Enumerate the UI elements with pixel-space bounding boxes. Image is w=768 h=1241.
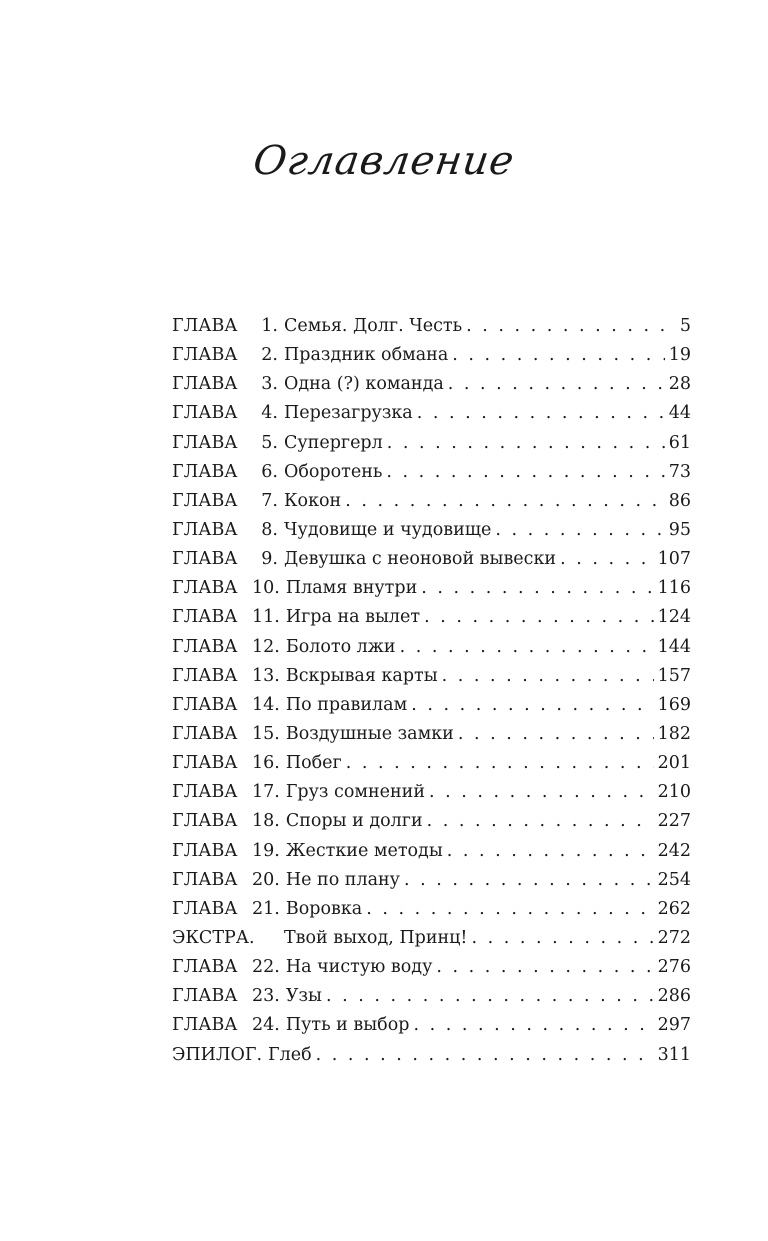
toc-entry-title: Не по плану xyxy=(285,869,400,890)
toc-entry-number: 6. xyxy=(261,461,278,482)
toc-entry-heading xyxy=(172,749,342,778)
toc-entry-heading xyxy=(172,837,443,866)
toc-entry xyxy=(172,633,691,662)
toc-entry-label: ГЛАВА xyxy=(172,549,238,570)
toc-entry-title: Побег xyxy=(285,753,342,774)
toc-entry-number: 24. xyxy=(252,1015,280,1036)
dot-leader xyxy=(346,749,654,778)
toc-entry-heading xyxy=(172,982,322,1011)
toc-entry-page: 201 xyxy=(657,753,691,774)
toc-entry-number: 18. xyxy=(252,811,280,832)
toc-entry xyxy=(172,399,691,428)
toc-entry-title: Воровка xyxy=(285,898,363,919)
toc-entry-label: ГЛАВА xyxy=(172,782,238,803)
dot-leader xyxy=(495,516,664,545)
toc-entry-label: ГЛАВА xyxy=(172,665,238,686)
toc-entry-heading xyxy=(172,370,444,399)
toc-entry xyxy=(172,487,691,516)
toc-entry-page: 169 xyxy=(657,694,691,715)
toc-entry-heading xyxy=(172,487,341,516)
toc-entry-heading xyxy=(172,778,425,807)
dot-leader xyxy=(387,429,665,458)
dot-leader xyxy=(427,807,654,836)
toc-entry-page: 182 xyxy=(657,723,691,744)
toc-entry-page: 95 xyxy=(668,519,691,540)
toc-entry-label: ГЛАВА xyxy=(172,811,238,832)
toc-entry-heading xyxy=(172,545,556,574)
toc-entry-title: Оборотень xyxy=(284,461,383,482)
dot-leader xyxy=(413,1011,653,1040)
toc-entry xyxy=(172,778,691,807)
toc-entry-heading xyxy=(172,633,396,662)
toc-entry-page: 272 xyxy=(657,927,691,948)
dot-leader xyxy=(326,982,654,1011)
toc-entry-title: Узы xyxy=(285,986,322,1007)
dot-leader xyxy=(400,633,654,662)
toc-entry-number: 12. xyxy=(252,636,280,657)
toc-entry-title: Пламя внутри xyxy=(285,578,418,599)
toc-entry-heading xyxy=(172,516,491,545)
dot-leader xyxy=(447,837,654,866)
toc-entry-page: 144 xyxy=(657,636,691,657)
toc-entry-number: 11. xyxy=(252,607,280,628)
toc-entry-title: Споры и долги xyxy=(285,811,423,832)
toc-entry-number: 15. xyxy=(252,723,280,744)
dot-leader xyxy=(471,924,653,953)
toc-entry-heading xyxy=(172,1011,409,1040)
toc-entry-page: 157 xyxy=(657,665,691,686)
toc-entry-label: ГЛАВА xyxy=(172,898,238,919)
toc-entry-title: Груз сомнений xyxy=(285,782,425,803)
toc-entry-number: 3. xyxy=(261,374,278,395)
toc-entry-number: 14. xyxy=(252,694,280,715)
dot-leader xyxy=(448,370,665,399)
toc-entry xyxy=(172,312,691,341)
toc-entry-title: Воздушные замки xyxy=(285,723,454,744)
toc-entry-label: ГЛАВА xyxy=(172,578,238,599)
toc-entry-title: Путь и выбор xyxy=(285,1015,410,1036)
toc-entry xyxy=(172,837,691,866)
dot-leader xyxy=(404,866,654,895)
toc-entry-number: 19. xyxy=(252,840,280,861)
toc-entry-title: Болото лжи xyxy=(285,636,396,657)
toc-entry-heading xyxy=(172,924,467,953)
toc-entry-label: ГЛАВА xyxy=(172,374,238,395)
dot-leader xyxy=(345,487,665,516)
toc-entry-number: 9. xyxy=(261,549,278,570)
toc-entry-number: 20. xyxy=(252,869,280,890)
toc-entry-number: 17. xyxy=(252,782,280,803)
toc-entry xyxy=(172,749,691,778)
toc-entry-title: На чистую воду xyxy=(285,957,433,978)
toc-entry xyxy=(172,720,691,749)
toc-entry xyxy=(172,866,691,895)
dot-leader xyxy=(417,399,665,428)
toc-entry-heading xyxy=(172,720,454,749)
toc-entry-label: ГЛАВА xyxy=(172,869,238,890)
toc-entry-page: 107 xyxy=(657,549,691,570)
toc-entry-number: 22. xyxy=(252,957,280,978)
toc-entry xyxy=(172,807,691,836)
toc-entry-label: ГЛАВА xyxy=(172,957,238,978)
toc-entry-title: Перезагрузка xyxy=(284,403,413,424)
toc-entry-heading xyxy=(172,399,413,428)
toc-entry-page: 28 xyxy=(668,374,691,395)
table-of-contents xyxy=(172,312,691,1070)
toc-entry-label: ГЛАВА xyxy=(172,403,238,424)
toc-entry-page: 61 xyxy=(668,432,691,453)
toc-entry xyxy=(172,574,691,603)
toc-entry xyxy=(172,603,691,632)
toc-entry-title: Семья. Долг. Честь xyxy=(284,316,463,336)
toc-entry-heading xyxy=(172,691,407,720)
toc-entry-label: ГЛАВА xyxy=(172,636,238,657)
toc-entry xyxy=(172,429,691,458)
toc-entry xyxy=(172,1011,691,1040)
toc-entry-number: 10. xyxy=(252,578,280,599)
toc-entry-page: 124 xyxy=(657,607,691,628)
dot-leader xyxy=(452,341,664,370)
toc-entry-label: ГЛАВА xyxy=(172,316,238,336)
toc-entry-page: 116 xyxy=(657,578,691,599)
toc-entry-page: 210 xyxy=(657,782,691,803)
toc-entry-number: 21. xyxy=(252,898,280,919)
toc-entry-page: 286 xyxy=(657,986,691,1007)
toc-entry-heading xyxy=(172,458,382,487)
toc-entry-number: 7. xyxy=(261,490,278,511)
toc-entry-label: ГЛАВА xyxy=(172,490,238,511)
toc-entry-label: ГЛАВА xyxy=(172,519,238,540)
dot-leader xyxy=(560,545,654,574)
toc-entry-number: 16. xyxy=(252,753,280,774)
toc-entry-label: ЭКСТРА. xyxy=(172,927,255,948)
toc-entry-heading xyxy=(172,895,362,924)
toc-entry-page: 276 xyxy=(657,957,691,978)
toc-entry-heading xyxy=(172,312,462,341)
toc-entry xyxy=(172,924,691,953)
toc-entry-heading xyxy=(172,1041,312,1070)
toc-entry xyxy=(172,370,691,399)
toc-entry-label: ГЛАВА xyxy=(172,345,238,366)
toc-entry xyxy=(172,545,691,574)
toc-entry-title: Вскрывая карты xyxy=(285,665,438,686)
toc-entry-number: 8. xyxy=(261,519,278,540)
toc-entry xyxy=(172,982,691,1011)
toc-entry-title: Кокон xyxy=(284,490,342,511)
toc-entry-label: ГЛАВА xyxy=(172,432,238,453)
toc-entry-label: ГЛАВА xyxy=(172,753,238,774)
toc-entry-page: 311 xyxy=(657,1044,691,1065)
toc-entry-heading xyxy=(172,603,420,632)
toc-entry-label: ГЛАВА xyxy=(172,840,238,861)
toc-entry-label: ГЛАВА xyxy=(172,723,238,744)
toc-entry-title: Девушка с неоновой вывески xyxy=(284,549,557,570)
toc-entry-page: 242 xyxy=(657,840,691,861)
toc-entry-title: По правилам xyxy=(285,694,408,715)
toc-entry-label: ГЛАВА xyxy=(172,1015,238,1036)
dot-leader xyxy=(316,1041,654,1070)
dot-leader xyxy=(411,691,653,720)
toc-entry-page: 86 xyxy=(668,490,691,511)
page-title: Оглавление xyxy=(250,138,518,184)
toc-entry-number: 5. xyxy=(261,432,278,453)
toc-entry xyxy=(172,691,691,720)
dot-leader xyxy=(429,778,654,807)
toc-entry-heading xyxy=(172,574,417,603)
toc-entry-page: 254 xyxy=(657,869,691,890)
toc-entry-number: 23. xyxy=(252,986,280,1007)
toc-entry-page: 262 xyxy=(657,898,691,919)
toc-entry xyxy=(172,458,691,487)
toc-entry-title: Игра на вылет xyxy=(285,607,421,628)
toc-entry-label: ГЛАВА xyxy=(172,694,238,715)
toc-entry-heading xyxy=(172,662,438,691)
toc-entry-page: 227 xyxy=(657,811,691,832)
dot-leader xyxy=(424,603,654,632)
toc-entry xyxy=(172,895,691,924)
toc-entry xyxy=(172,662,691,691)
dot-leader xyxy=(366,895,653,924)
toc-entry-page: 5 xyxy=(679,316,691,336)
toc-entry-number: 4. xyxy=(261,403,278,424)
toc-entry-heading xyxy=(172,866,400,895)
toc-entry-heading xyxy=(172,953,432,982)
toc-entry-title: Супергерл xyxy=(284,432,383,453)
toc-entry-title: Жесткие методы xyxy=(285,840,443,861)
toc-entry-heading xyxy=(172,807,423,836)
toc-entry-page: 297 xyxy=(657,1015,691,1036)
toc-entry-heading xyxy=(172,341,448,370)
toc-entry-number: 2. xyxy=(261,345,278,366)
toc-entry-label: ГЛАВА xyxy=(172,986,238,1007)
toc-entry-title: Твой выход, Принц! xyxy=(284,927,468,948)
dot-leader xyxy=(466,312,676,341)
toc-entry-page: 73 xyxy=(668,461,691,482)
toc-entry-title: Глеб xyxy=(268,1044,312,1065)
toc-entry-number: 1. xyxy=(261,316,278,336)
toc-entry-page: 44 xyxy=(668,403,691,424)
dot-leader xyxy=(386,458,664,487)
dot-leader xyxy=(436,953,653,982)
toc-entry-label: ГЛАВА xyxy=(172,461,238,482)
toc-entry-page: 19 xyxy=(668,345,691,366)
toc-entry xyxy=(172,341,691,370)
dot-leader xyxy=(421,574,653,603)
toc-entry xyxy=(172,953,691,982)
toc-entry-title: Чудовище и чудовище xyxy=(284,519,492,540)
toc-entry-label: ГЛАВА xyxy=(172,607,238,628)
toc-entry-label: ЭПИЛОГ. xyxy=(172,1044,263,1065)
toc-entry-title: Праздник обмана xyxy=(284,345,449,366)
dot-leader xyxy=(458,720,654,749)
toc-entry-number: 13. xyxy=(252,665,280,686)
dot-leader xyxy=(442,662,654,691)
toc-entry-title: Одна (?) команда xyxy=(284,374,444,395)
toc-entry xyxy=(172,1041,691,1070)
toc-entry xyxy=(172,516,691,545)
toc-entry-heading xyxy=(172,429,383,458)
